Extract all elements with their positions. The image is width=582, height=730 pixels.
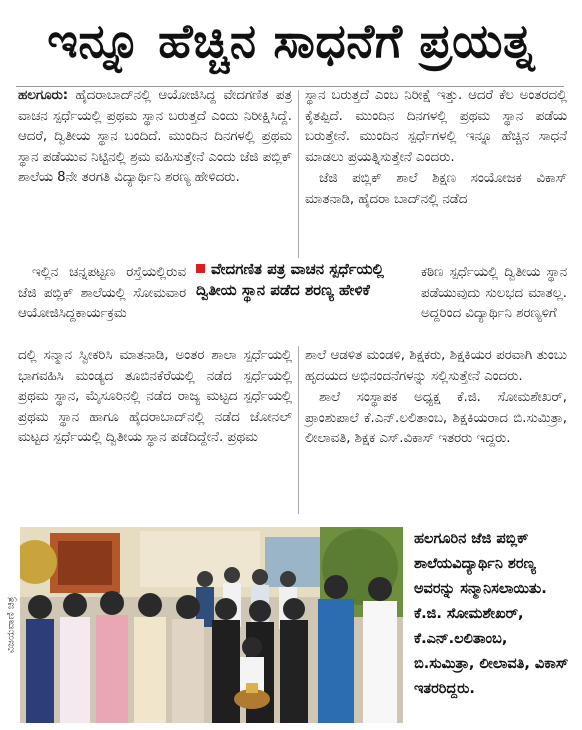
article-column-left-bottom [18,346,292,450]
photo-credit [4,530,18,720]
paragraph-1-text: ಹೈದರಾಬಾದ್‌ನಲ್ಲಿ ಆಯೋಜಿಸಿದ್ದ ವೇದಗಣಿತ ಪತ್ರ ವಾಚನ ಸ್ಪರ್ಧೆಯಲ್ಲಿ ಪ್ರಥಮ ಸ್ಥಾನ ಬರುತ್ತದೆ ಎಂದು ನಿರೀಕ್ಷಿಸಿದ್ದೆ. ಆದರೆ, ದ್ವಿತೀಯ ಸ್ಥಾನ ಬಂದಿದೆ. ಮುಂದಿನ ದಿನಗಳಲ್ಲಿ ಪ್ರಥಮ ಸ್ಥಾನ ಪಡೆಯುವ ನಿಟ್ಟಿನಲ್ಲಿ ಶ್ರಮ ವಹಿಸುತ್ತೇನೆ ಎಂದು ಜೆಜಿ ಪಬ್ಲಿಕ್ ಶಾಲೆಯ 8ನೇ ತರಗತಿ ವಿದ್ಯಾರ್ಥಿನಿ ಶರಣ್ಯ ಹೇಳಿದರು. [18,88,292,186]
pull-quote-text: ವೇದಗಣಿತ ಪತ್ರ ವಾಚನ ಸ್ಪರ್ಧೆಯಲ್ಲಿ ದ್ವಿತೀಯ ಸ್ಥಾನ ಪಡೆದ ಶರಣ್ಯ ಹೇಳಿಕೆ [196,260,384,299]
photo-credit-text: ವಿಜಯವಾಣಿ ಚಿತ್ರ [5,596,17,654]
news-photo [20,527,403,723]
paragraph-3: ಸ್ಥಾನ ಬರುತ್ತದೆ ಎಂಬ ನಿರೀಕ್ಷೆ ಇತ್ತು. ಆದರೆ ಕೆಲ ಅಂತರದಲ್ಲಿ ಕೈತಪ್ಪಿದೆ. ಮುಂದಿನ ದಿನಗಳಲ್ಲಿ ಪ್ರಥಮ ಸ್ಥಾನ ಪಡೆಯ ಬರುತ್ತೇನೆ. ಮುಂದಿನ ಸ್ಪರ್ಧೆಗಳಲ್ಲಿ ಇನ್ನೂ ಹೆಚ್ಚಿನ ಸಾಧನೆ ಮಾಡಲು ಪ್ರಯತ್ನಿಸುತ್ತೇನೆ ಎಂದರು. [305,88,567,165]
column-divider-bottom [298,346,299,514]
paragraph-2: ಇಲ್ಲಿನ ಚನ್ನಪಟ್ಟಣ ರಸ್ತೆಯಲ್ಲಿರುವ ಜೆಜಿ ಪಬ್ಲಿಕ್ ಶಾಲೆಯಲ್ಲಿ ಸೋಮವಾರ ಆಯೋಜಿಸಿದ್ದಕಾರ್ಯಕ್ರಮ [18,265,186,322]
headline: ಇನ್ನೂ ಹೆಚ್ಚಿನ ಸಾಧನೆಗೆ ಪ್ರಯತ್ನ [47,14,535,69]
paragraph-1 [18,86,292,189]
paragraph-4-continued: ಕಠಿಣ ಸ್ಪರ್ಧೆಯಲ್ಲಿ ದ್ವಿತೀಯ ಸ್ಥಾನ ಪಡೆಯುವುದು ಸುಲಭದ ಮಾತಲ್ಲ. ಅದ್ದರಿಂದ ವಿದ್ಯಾರ್ಥಿನಿ ಶರಣ್ಯಳಿಗೆ [421,265,567,322]
pull-quote [196,259,414,301]
article-column-right-bottom [305,346,567,451]
group-photo-illustration [20,527,403,723]
paragraph-5: ಶಾಲೆ ಸಂಸ್ಥಾಪಕ ಅಧ್ಯಕ್ಷ ಕೆ.ಜಿ. ಸೋಮಶೇಖರ್, ಪ್ರಾಂಶುಪಾಲೆ ಕೆ.ಎನ್.ಲಲಿತಾಂಬ, ಶಿಕ್ಷಕಿಯರಾದ ಬಿ.ಸುಮಿತ್ರಾ, ಲೀಲಾವತಿ, ಶಿಕ್ಷಕ ಎಸ್.ವಿಕಾಸ್ ಇತರರು ಇದ್ದರು. [305,390,567,447]
paragraph-4: ಜೆಜಿ ಪಬ್ಲಿಕ್ ಶಾಲೆ ಶಿಕ್ಷಣ ಸಂಯೋಜಕ ವಿಕಾಸ್ ಮಾತನಾಡಿ, ಹೈದರಾ ಬಾದ್‌ನಲ್ಲಿ ನಡೆದ [305,171,567,207]
article-column-right [305,86,567,212]
dateline: ಹಲಗೂರು: [18,88,69,103]
article-column-left [18,86,292,190]
article-column-right-mid [421,263,567,326]
article-column-left-mid [18,263,186,326]
photo-caption: ಹಲಗೂರಿನ ಜೆಜಿ ಪಬ್ಲಿಕ್ ಶಾಲೆಯವಿದ್ಯಾರ್ಥಿನಿ ಶರಣ್ಯ ಅವರನ್ನು ಸನ್ಮಾನಿಸಲಾಯಿತು. ಕೆ.ಜಿ. ಸೋಮಶೇಖರ್, ಕೆ.ಎನ್.ಲಲಿತಾಂಬ, ಬಿ.ಸುಮಿತ್ರಾ, ಲೀಲಾವತಿ, ವಿಕಾಸ್ ಇತರರಿದ್ದರು. [414,531,569,697]
square-bullet-icon [196,264,205,273]
column-divider-top [298,90,299,258]
paragraph-4-end: ಶಾಲೆ ಆಡಳಿತ ಮಂಡಳಿ, ಶಿಕ್ಷಕರು, ಶಿಕ್ಷಕಿಯರ ಪರವಾಗಿ ತುಂಬು ಹೃದಯದ ಅಭಿನಂದನೆಗಳನ್ನು ಸಲ್ಲಿಸುತ್ತೇನೆ ಎಂದರು. [305,348,567,384]
paragraph-2-continued: ದಲ್ಲಿ ಸನ್ಮಾನ ಸ್ವೀಕರಿಸಿ ಮಾತನಾಡಿ, ಅಂತರ ಶಾಲಾ ಸ್ಪರ್ಧೆಯಲ್ಲಿ ಭಾಗವಹಿಸಿ ಮಂಡ್ಯದ ತೂಬಿನಕೆರೆಯಲ್ಲಿ ನಡೆದ ಸ್ಪರ್ಧೆಯಲ್ಲಿ ಪ್ರಥಮ ಸ್ಥಾನ, ಮೈಸೂರಿನಲ್ಲಿ ನಡೆದ ರಾಜ್ಯ ಮಟ್ಟದ ಸ್ಪರ್ಧೆಯಲ್ಲಿ ಪ್ರಥಮ ಸ್ಥಾನ ಹಾಗೂ ಹೈದರಾಬಾದ್‌ನಲ್ಲಿ ನಡೆದ ಜೋನಲ್ ಮಟ್ಟದ ಸ್ಪರ್ಧೆಯಲ್ಲಿ ದ್ವಿತೀಯ ಸ್ಥಾನ ಪಡೆದಿದ್ದೇನೆ. ಪ್ರಥಮ [18,348,292,446]
